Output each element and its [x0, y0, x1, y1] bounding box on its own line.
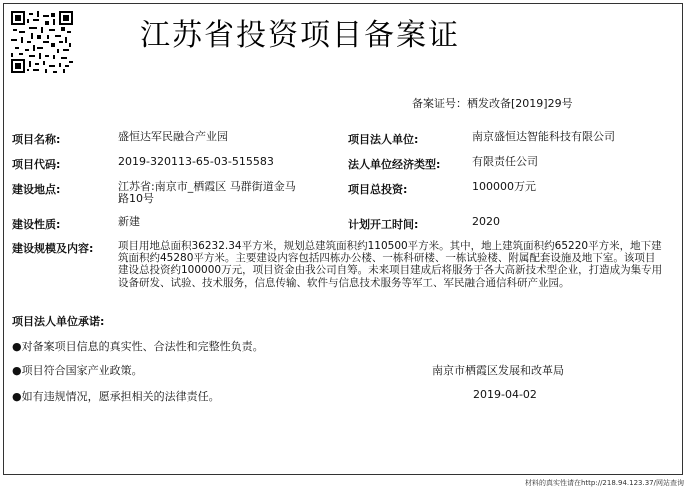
pledge-item: ●项目符合国家产业政策。	[12, 364, 143, 377]
pledge-item: ●如有违规情况，愿承担相关的法律责任。	[12, 390, 220, 403]
record-number-value: 栖发改备[2019]29号	[467, 97, 573, 110]
qr-code[interactable]	[11, 11, 73, 73]
project-code-label: 项目代码:	[12, 158, 61, 171]
record-number	[412, 95, 573, 111]
economic-type-label: 法人单位经济类型:	[348, 158, 441, 171]
construction-nature-value: 新建	[118, 215, 140, 228]
planned-start-label: 计划开工时间:	[348, 218, 419, 231]
total-investment-label: 项目总投资:	[348, 183, 408, 196]
verification-note: 材料的真实性请在http://218.94.123.37/网站查询	[524, 479, 684, 487]
project-code-value: 2019-320113-65-03-515583	[118, 155, 274, 168]
total-investment-value: 100000万元	[472, 180, 536, 193]
location-line-2: 路10号	[118, 192, 154, 205]
pledge-heading: 项目法人单位承诺:	[12, 315, 105, 328]
record-number-label: 备案证号：	[412, 97, 467, 110]
legal-entity-label: 项目法人单位:	[348, 133, 419, 146]
location-label: 建设地点:	[12, 183, 61, 196]
project-name-value: 盛恒达军民融合产业园	[118, 130, 228, 143]
issue-date: 2019-04-02	[473, 388, 537, 401]
scale-content-label: 建设规模及内容:	[12, 242, 94, 255]
location-value	[118, 181, 338, 205]
certificate-title: 江苏省投资项目备案证	[140, 18, 460, 53]
location-line-1: 江苏省:南京市_栖霞区 马群街道金马	[118, 180, 296, 193]
construction-nature-label: 建设性质:	[12, 218, 61, 231]
scale-content-value: 项目用地总面积36232.34平方米，规划总建筑面积约110500平方米。其中，地上建筑面积约65220平方米，地下建筑面积约45280平方米。主要建设内容包括四栋办公楼、一栋科研楼、一栋试验楼、附属配套设施及地下室。该项目建设总投资约100000万元，项目资金由我公司自筹。未来项目建成后将服务于各大高新技术型企业，打造成为集专用设备研发、试验、技术服务，信息传输、软件与信息技术服务等军工、军民融合通信科研产业园。	[118, 240, 663, 289]
project-name-label: 项目名称:	[12, 133, 61, 146]
issuing-authority: 南京市栖霞区发展和改革局	[432, 364, 564, 377]
pledge-item: ●对备案项目信息的真实性、合法性和完整性负责。	[12, 340, 264, 353]
certificate-border	[3, 3, 683, 475]
economic-type-value: 有限责任公司	[472, 155, 538, 168]
planned-start-value: 2020	[472, 215, 500, 228]
legal-entity-value: 南京盛恒达智能科技有限公司	[472, 130, 615, 143]
